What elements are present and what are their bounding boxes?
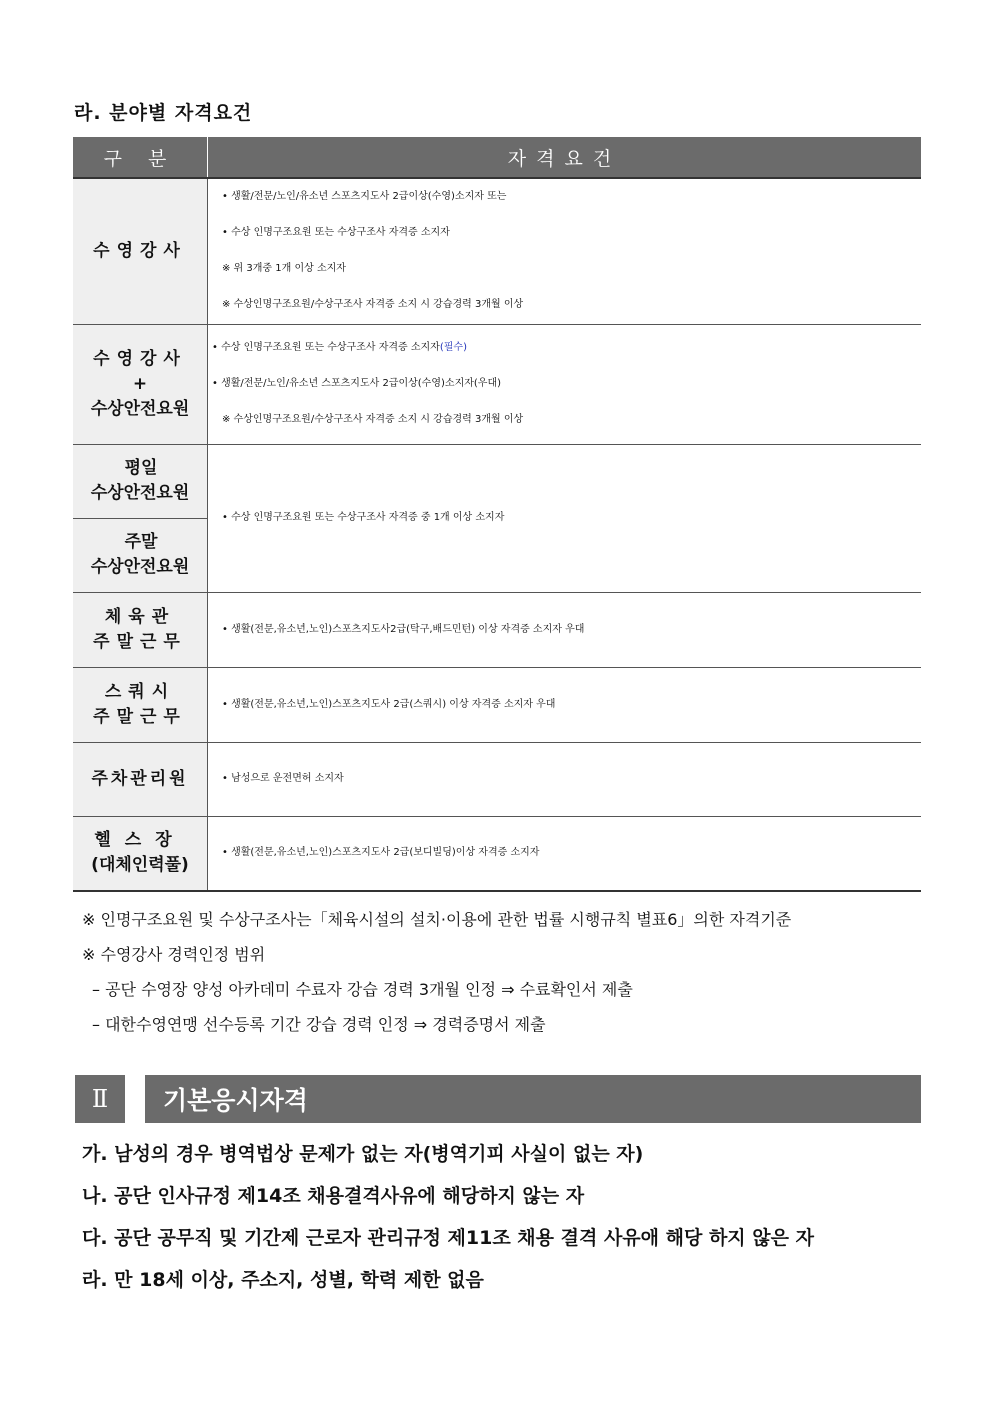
- row-requirements: • 수상 인명구조요원 또는 수상구조사 자격증 소지자(필수) • 생활/전문/노인/유소년 스포츠지도사 2급이상(수영)소지자(우대) ※ 수상인명구조요원/수상구조사 자격증 소지 시 강습경력 3개월 이상: [208, 324, 922, 444]
- row-requirements: • 수상 인명구조요원 또는 수상구조사 자격증 중 1개 이상 소지자: [208, 444, 922, 592]
- row-category: 체육관 주말근무: [73, 592, 208, 667]
- note-item: – 공단 수영장 양성 아카데미 수료자 강습 경력 3개월 인정 ⇒ 수료확인서 제출: [92, 980, 633, 999]
- row-category: 수영강사: [73, 178, 208, 324]
- row-category: 주차관리원: [73, 742, 208, 816]
- note-item: ※ 수영강사 경력인정 범위: [82, 945, 266, 964]
- qualification-item: 다. 공단 공무직 및 기간제 근로자 관리규정 제11조 채용 결격 사유애 해당 하지 않은 자: [82, 1227, 814, 1249]
- row-requirements: • 생활(전문,유소년,노인)스포츠지도사 2급(보디빌딩)이상 자격증 소지자: [208, 816, 922, 891]
- table-row: [73, 324, 921, 444]
- row-requirements: • 남성으로 운전면허 소지자: [208, 742, 922, 816]
- row-category: 헬스장 (대체인력풀): [73, 816, 208, 891]
- row-category: 주말 수상안전요원: [73, 518, 208, 592]
- required-mark: (필수): [439, 342, 467, 353]
- basic-qualifications: [82, 1133, 814, 1301]
- table-row: [73, 816, 921, 891]
- note-item: – 대한수영연맹 선수등록 기간 강습 경력 인정 ⇒ 경력증명서 제출: [92, 1015, 546, 1034]
- section-number: Ⅱ: [75, 1075, 125, 1123]
- row-requirements: • 생활(전문,유소년,노인)스포츠지도사 2급(스쿼시) 이상 자격증 소지자 우대: [208, 667, 922, 742]
- requirements-table: [73, 137, 921, 892]
- table-notes: [82, 902, 791, 1042]
- header-category: 구 분: [73, 137, 208, 178]
- table-row: [73, 742, 921, 816]
- row-requirements: • 생활/전문/노인/유소년 스포츠지도사 2급이상(수영)소지자 또는 • 수상 인명구조요원 또는 수상구조사 자격증 소지자 ※ 위 3개중 1개 이상 소지자 ※ 수상인명구조요원/수상구조사 자격증 소지 시 강습경력 3개월 이상: [208, 178, 922, 324]
- row-category: 평일 수상안전요원: [73, 444, 208, 518]
- table-row: [73, 178, 921, 324]
- row-category: 스쿼시 주말근무: [73, 667, 208, 742]
- qualification-item: 라. 만 18세 이상, 주소지, 성별, 학력 제한 없음: [82, 1269, 484, 1291]
- note-item: ※ 인명구조요원 및 수상구조사는「체육시설의 설치·이용에 관한 법률 시행규칙 별표6」의한 자격기준: [82, 910, 792, 929]
- qualification-item: 나. 공단 인사규정 제14조 채용결격사유에 해당하지 않는 자: [82, 1185, 585, 1207]
- row-category: 수영강사 + 수상안전요원: [73, 324, 208, 444]
- table-header: [73, 137, 921, 178]
- table-row: [73, 667, 921, 742]
- table-row: [73, 444, 921, 518]
- section-2-title: 기본응시자격: [145, 1075, 921, 1123]
- section-title: 라. 분야별 자격요건: [74, 102, 253, 124]
- row-requirements: • 생활(전문,유소년,노인)스포츠지도사2급(탁구,배드민턴) 이상 자격증 소지자 우대: [208, 592, 922, 667]
- qualification-item: 가. 남성의 경우 병역법상 문제가 없는 자(병역기피 사실이 없는 자): [82, 1143, 644, 1165]
- header-requirements: 자격요건: [208, 137, 922, 178]
- table-row: [73, 592, 921, 667]
- section-2-heading: [75, 1075, 921, 1123]
